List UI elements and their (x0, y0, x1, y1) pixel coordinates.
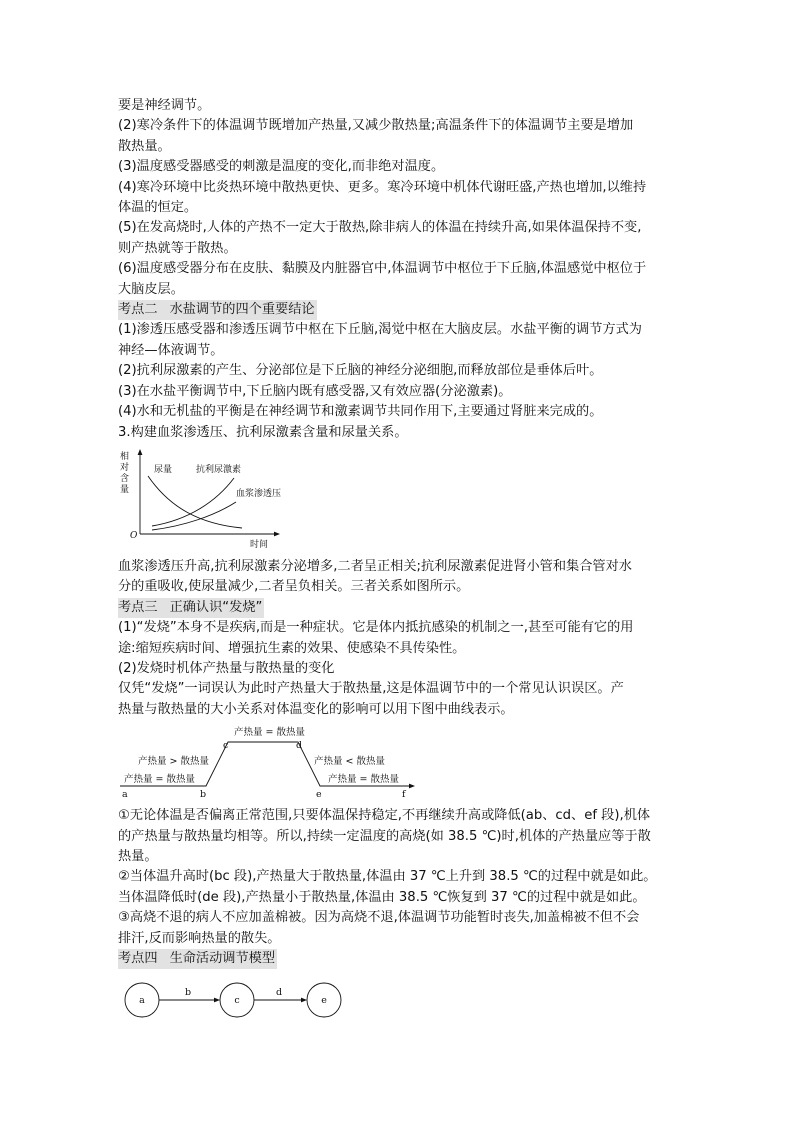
text-line: 神经—体液调节。 (118, 342, 224, 358)
fever-points (118, 806, 678, 949)
regulation-model-figure (118, 976, 348, 1024)
section-number: 考点二 (118, 302, 158, 318)
text-line: (2)发烧时机体产热量与散热量的变化 (118, 660, 335, 676)
fever-explanation (118, 618, 678, 720)
point-label: b (200, 789, 207, 800)
x-axis-label: 时间 (250, 540, 269, 550)
node-e-label: e (321, 995, 327, 1006)
point-label: c (223, 740, 229, 751)
y-axis-label-char: 量 (120, 485, 130, 495)
text-line: 热量。 (118, 848, 158, 864)
y-axis-label-char: 对 (120, 463, 130, 473)
right-segment-label: 产热量 = 散热量 (328, 774, 399, 785)
text-line: (2)抗利尿激素的产生、分泌部位是下丘脑的神经分泌细胞,而释放部位是垂体后叶。 (118, 363, 603, 379)
text-line: ③高烧不退的病人不应加盖棉被。因为高烧不退,体温调节功能暂时丧失,加盖棉被不但不会 (118, 910, 640, 926)
edge-b-arrow (214, 998, 220, 1003)
origin-label: O (130, 531, 138, 541)
section-title: 生命活动调节模型 (169, 951, 276, 966)
text-line: 血浆渗透压升高,抗利尿激素分泌增多,二者呈正相关;抗利尿激素促进肾小管和集合管对水 (118, 558, 632, 574)
text-line: 热量与散热量的大小关系对体温变化的影响可以用下图中曲线表示。 (118, 701, 514, 717)
text-line: 体温的恒定。 (118, 200, 198, 216)
section-heading-2 (118, 300, 678, 320)
osmotic-relation-figure (118, 446, 288, 552)
text-line: 3.构建血浆渗透压、抗利尿激素含量和尿量关系。 (118, 424, 408, 440)
text-line: 则产热就等于散热。 (118, 240, 237, 256)
text-line: 仅凭“发烧”一词误认为此时产热量大于散热量,这是体温调节中的一个常见认识误区。产 (118, 681, 624, 697)
x-axis-arrow (274, 532, 280, 537)
point-label: e (316, 789, 322, 800)
text-line: 要是神经调节。 (118, 98, 211, 113)
text-line: (1)“发烧”本身不是疾病,而是一种症状。它是体内抵抗感染的机制之一,甚至可能有它的用 (118, 620, 634, 636)
section-heading-3 (118, 598, 678, 618)
adh-curve (152, 478, 234, 526)
text-line: 分的重吸收,使尿量减少,二者呈负相关。三者关系如图所示。 (118, 579, 470, 595)
text-line: (5)在发高烧时,人体的产热不一定大于散热,除非病人的体温在持续升高,如果体温保持不变, (118, 220, 642, 236)
left-segment-label: 产热量 = 散热量 (124, 774, 195, 785)
text-line: (4)水和无机盐的平衡是在神经调节和激素调节共同作用下,主要通过肾脏来完成的。 (118, 404, 603, 420)
text-line: (2)寒冷条件下的体温调节既增加产热量,又减少散热量;高温条件下的体温调节主要是增加 (118, 118, 634, 134)
urine-curve-label: 尿量 (154, 465, 173, 475)
text-line: 大脑皮层。 (118, 281, 184, 297)
point-label: f (402, 789, 406, 800)
plasma-curve-label: 血浆渗透压 (236, 489, 282, 499)
fever-heat-figure (118, 720, 418, 800)
water-salt-conclusions (118, 320, 678, 442)
text-line: 当体温降低时(de 段),产热量小于散热量,体温由 38.5 ℃恢复到 37 ℃的过程中就是如此。 (118, 889, 646, 905)
top-segment-label: 产热量 = 散热量 (234, 727, 305, 738)
section-heading-4 (118, 949, 678, 969)
text-line: 散热量。 (118, 138, 171, 154)
text-line: (3)在水盐平衡调节中,下丘脑内既有感受器,又有效应器(分泌激素)。 (118, 383, 512, 399)
text-line: 排汗,反而影响热量的散失。 (118, 930, 281, 946)
rise-segment-label: 产热量 > 散热量 (138, 756, 209, 767)
edge-d-label: d (275, 987, 283, 998)
point-label: a (122, 789, 128, 800)
text-line: (4)寒冷环境中比炎热环境中散热更快、更多。寒冷环境中机体代谢旺盛,产热也增加,以维持 (118, 179, 647, 195)
node-a-label: a (139, 995, 145, 1006)
fall-segment-label: 产热量 < 散热量 (314, 756, 385, 767)
point-label: d (296, 740, 303, 751)
edge-d-arrow (301, 998, 307, 1003)
y-axis-label-char: 含 (120, 474, 130, 484)
text-line: ①无论体温是否偏离正常范围,只要体温保持稳定,不再继续升高或降低(ab、cd、ef 段),机体 (118, 808, 651, 824)
relation-explanation (118, 557, 678, 598)
curve-arrow (409, 784, 415, 789)
text-line: 途:缩短疾病时间、增强抗生素的效果、使感染不具传染性。 (118, 640, 466, 656)
edge-b-label: b (184, 987, 192, 998)
section-title: 水盐调节的四个重要结论 (169, 302, 315, 318)
text-line: (6)温度感受器分布在皮肤、黏膜及内脏器官中,体温调节中枢位于下丘脑,体温感觉中枢位于 (118, 261, 647, 277)
section-number: 考点三 (118, 599, 158, 615)
adh-curve-label: 抗利尿激素 (196, 465, 242, 475)
text-line: (3)温度感受器感受的刺激是温度的变化,而非绝对温度。 (118, 159, 445, 175)
section-title: 正确认识“发烧” (169, 599, 263, 615)
y-axis-label-char: 相 (120, 452, 130, 462)
node-c-label: c (234, 995, 240, 1006)
urine-curve (148, 476, 242, 528)
thermo-conclusions (118, 96, 678, 300)
y-axis-arrow (138, 449, 143, 455)
text-line: (1)渗透压感受器和渗透压调节中枢在下丘脑,渴觉中枢在大脑皮层。水盐平衡的调节方式为 (118, 322, 642, 338)
section-number: 考点四 (118, 951, 158, 966)
text-line: ②当体温升高时(bc 段),产热量大于散热量,体温由 37 ℃上升到 38.5 ℃的过程中就是如此。 (118, 869, 657, 885)
text-line: 的产热量与散热量均相等。所以,持续一定温度的高烧(如 38.5 ℃)时,机体的产热量应等于散 (118, 828, 651, 844)
